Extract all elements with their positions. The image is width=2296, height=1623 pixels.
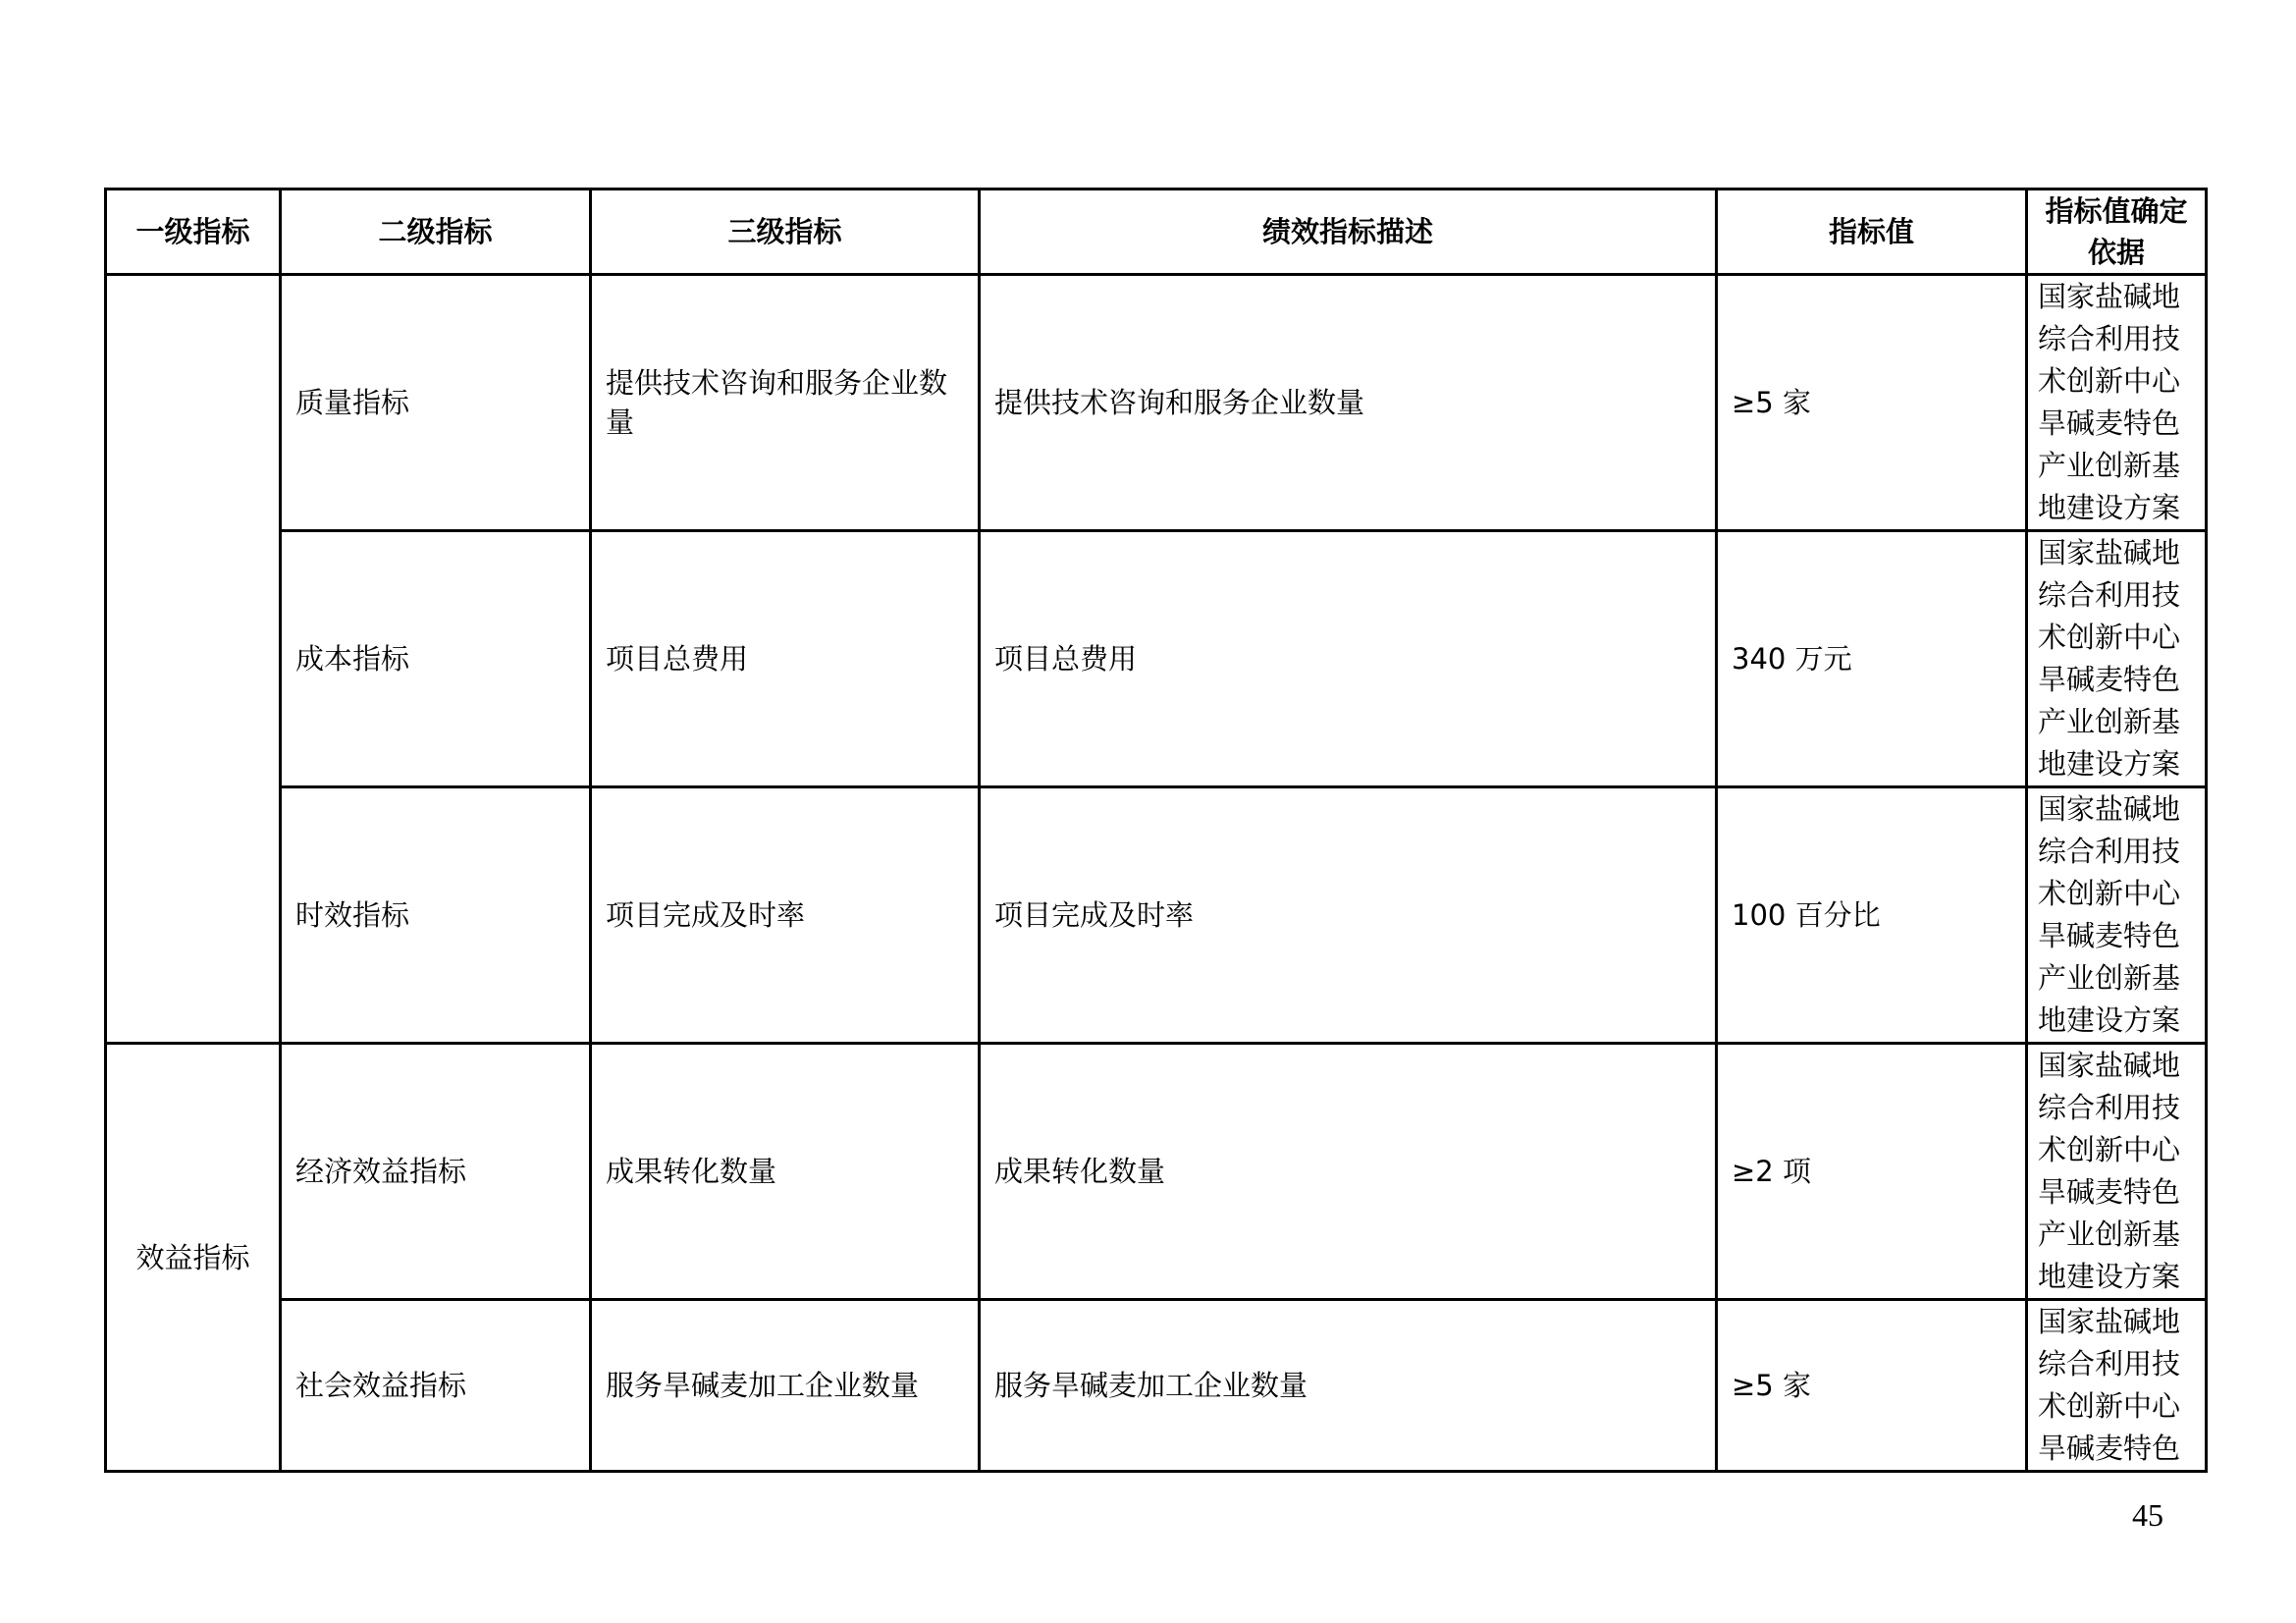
description-cell: 服务旱碱麦加工企业数量 — [980, 1300, 1717, 1472]
header-level1: 一级指标 — [106, 189, 281, 275]
basis-cell — [2027, 1300, 2207, 1472]
value-cell: 100 百分比 — [1717, 787, 2027, 1044]
description-cell: 成果转化数量 — [980, 1044, 1717, 1300]
header-level2: 二级指标 — [281, 189, 591, 275]
level3-cell: 项目完成及时率 — [591, 787, 980, 1044]
value-cell: ≥5 家 — [1717, 1300, 2027, 1472]
basis-cell — [2027, 531, 2207, 787]
basis-cell — [2027, 787, 2207, 1044]
level3-cell: 成果转化数量 — [591, 1044, 980, 1300]
header-basis: 指标值确定依据 — [2027, 189, 2207, 275]
header-level3: 三级指标 — [591, 189, 980, 275]
level1-cell — [106, 275, 281, 1044]
basis-text: 国家盐碱地综合利用技术创新中心旱碱麦特色产业创新基地建设方案 — [2038, 1049, 2181, 1293]
table-row — [106, 1300, 2207, 1472]
table-row — [106, 1044, 2207, 1300]
header-value: 指标值 — [1717, 189, 2027, 275]
header-row — [106, 189, 2207, 275]
table-row — [106, 275, 2207, 531]
page-number: 45 — [2132, 1497, 2163, 1533]
level2-cell: 成本指标 — [281, 531, 591, 787]
value-cell: ≥5 家 — [1717, 275, 2027, 531]
table-row — [106, 531, 2207, 787]
basis-cell — [2027, 1044, 2207, 1300]
level1-cell: 效益指标 — [106, 1044, 281, 1472]
basis-text: 国家盐碱地综合利用技术创新中心旱碱麦特色产业创新基地建设方案 — [2038, 792, 2181, 1037]
level2-cell: 经济效益指标 — [281, 1044, 591, 1300]
basis-cell — [2027, 275, 2207, 531]
level3-cell: 提供技术咨询和服务企业数量 — [591, 275, 980, 531]
performance-indicator-table — [104, 188, 2208, 1473]
level3-cell: 服务旱碱麦加工企业数量 — [591, 1300, 980, 1472]
description-cell: 项目完成及时率 — [980, 787, 1717, 1044]
basis-text: 国家盐碱地综合利用技术创新中心旱碱麦特色产业创新基地建设方案 — [2038, 536, 2181, 781]
basis-text: 国家盐碱地综合利用技术创新中心旱碱麦特色产业创新基地建设方案 — [2038, 280, 2181, 524]
level2-cell: 时效指标 — [281, 787, 591, 1044]
description-cell: 提供技术咨询和服务企业数量 — [980, 275, 1717, 531]
level2-cell: 质量指标 — [281, 275, 591, 531]
level3-cell: 项目总费用 — [591, 531, 980, 787]
value-cell: ≥2 项 — [1717, 1044, 2027, 1300]
value-cell: 340 万元 — [1717, 531, 2027, 787]
description-cell: 项目总费用 — [980, 531, 1717, 787]
table-row — [106, 787, 2207, 1044]
header-description: 绩效指标描述 — [980, 189, 1717, 275]
basis-text: 国家盐碱地综合利用技术创新中心旱碱麦特色 — [2038, 1305, 2181, 1465]
level2-cell: 社会效益指标 — [281, 1300, 591, 1472]
